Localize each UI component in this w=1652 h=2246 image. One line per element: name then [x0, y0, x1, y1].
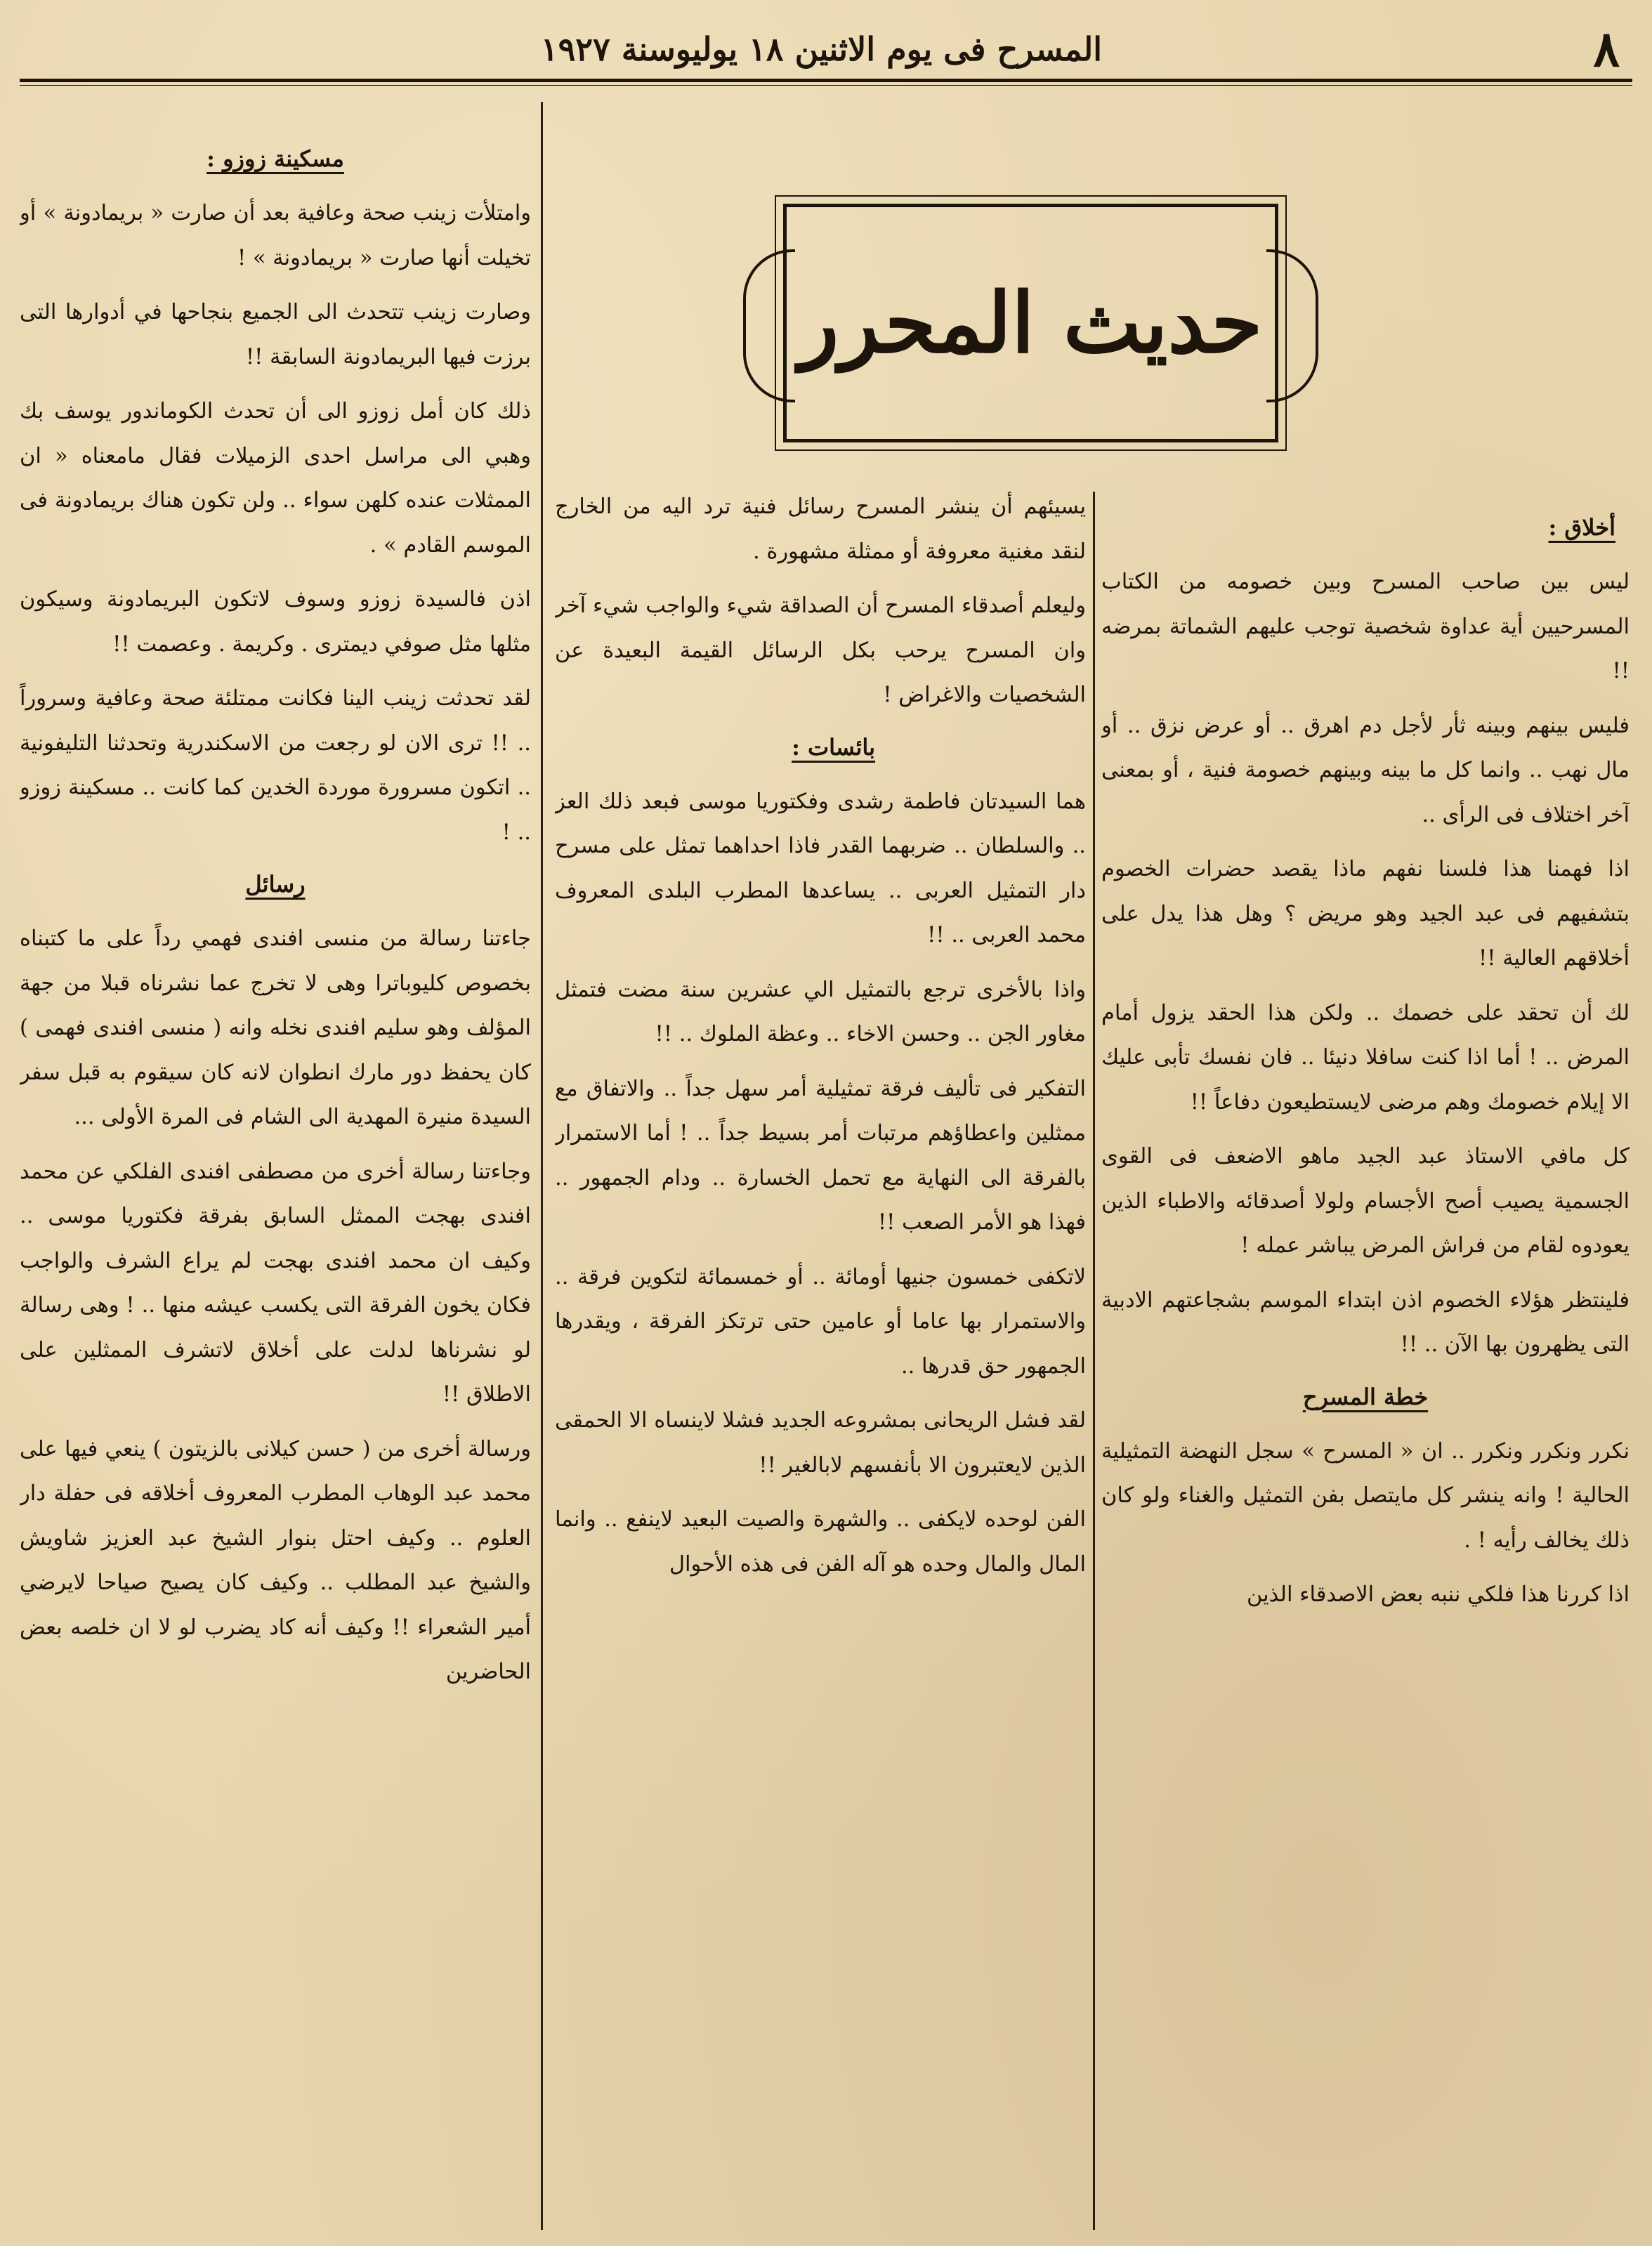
paragraph: ذلك كان أمل زوزو الى أن تحدث الكوماندور يوسف بك وهبي الى مراسل احدى الزميلات فقال مامعناه « ان الممثلات عنده كلهن سواء .. ولن تكون هناك بريمادونة فى الموسم القادم » . — [20, 399, 531, 558]
paragraph: الفن لوحده لايكفى .. والشهرة والصيت البعيد لاينفع .. وانما المال والمال وحده هو آله الفن فى هذه الأحوال — [555, 1507, 1086, 1577]
paragraph: فليس بينهم وبينه ثأر لأجل دم اهرق .. أو عرض نزق .. أو مال نهب .. وانما كل ما بينه وبينهم خصومة فنية ، أو بمعنى آخر اختلاف فى الرأى .. — [1101, 713, 1630, 827]
paragraph: يسيئهم أن ينشر المسرح رسائل فنية ترد اليه من الخارج لنقد مغنية معروفة أو ممثلة مشهورة . — [555, 494, 1086, 564]
paragraph: ورسالة أخرى من ( حسن كيلانى بالزيتون ) ينعي فيها على محمد عبد الوهاب المطرب المعروف أخلاقه فى حفلة دار العلوم .. وكيف احتل بنوار الشيخ عبد العزيز شاويش والشيخ عبد المطلب .. وكيف كان يصيح صياحا لايرضي أمير الشعراء !! وكيف أنه كاد يضرب لو لا ان خلصه بعض الحاضرين — [20, 1436, 531, 1684]
header-title: المسرح فى يوم الاثنين ١٨ يوليوسنة ١٩٢٧ — [540, 30, 1102, 68]
paragraph: جاءتنا رسالة من منسى افندى فهمي رداً على ما كتبناه بخصوص كليوباترا وهى لا تخرج عما نشرناه قبلا من جهة المؤلف وهو سليم افندى نخله وانه ( منسى افندى فهمى ) كان يحفظ دور مارك انطوان لانه كان سيقوم به قبل سفر السيدة منيرة المهدية الى الشام فى المرة الأولى ... — [20, 926, 531, 1129]
paragraph: وليعلم أصدقاء المسرح أن الصداقة شيء والواجب شيء آخر وان المسرح يرحب بكل الرسائل القيمة البعيدة عن الشخصيات والاغراض ! — [555, 593, 1086, 707]
editor-title: حديث المحرر — [799, 274, 1263, 372]
paragraph: واذا بالأخرى ترجع بالتمثيل الي عشرين سنة مضت فتمثل مغاور الجن .. وحسن الاخاء .. وعظة الملوك .. !! — [555, 977, 1086, 1046]
header-rule — [20, 79, 1632, 86]
paragraph: لاتكفى خمسون جنيها أومائة .. أو خمسمائة لتكوين فرقة .. والاستمرار بها عاما أو عامين حتى ترتكز الفرقة ، ويقدرها الجمهور حق قدرها .. — [555, 1264, 1086, 1379]
paragraph: وصارت زينب تتحدث الى الجميع بنجاحها في أدوارها التى برزت فيها البريمادونة السابقة !! — [20, 300, 531, 369]
section-heading-baesat: بائسات : — [792, 733, 875, 761]
right-column — [1101, 502, 1630, 2237]
middle-column — [555, 485, 1086, 2237]
editor-title-frame — [783, 204, 1278, 442]
paragraph: لك أن تحقد على خصمك .. ولكن هذا الحقد يزول أمام المرض .. ! أما اذا كنت سافلا دنيئا .. فان نفسك تأبى عليك الا إيلام خصومك وهم مرضى لايستطيعون دفاعاً !! — [1101, 1000, 1630, 1115]
section-heading-letters: رسائل — [245, 871, 306, 898]
column-divider-left — [541, 102, 543, 2230]
section-heading-akhlaq: أخلاق : — [1548, 514, 1615, 541]
paragraph: هما السيدتان فاطمة رشدى وفكتوريا موسى فبعد ذلك العز .. والسلطان .. ضربهما القدر فاذا احداهما تمثل على مسرح دار التمثيل العربى .. يساعدها المطرب البلدى المعروف محمد العربى .. !! — [555, 789, 1086, 947]
paragraph: كل مافي الاستاذ عبد الجيد ماهو الاضعف فى القوى الجسمية يصيب أصح الأجسام ولولا أصدقائه والاطباء الذين يعودوه لقام من فراش المرض يباشر عمله ! — [1101, 1144, 1630, 1258]
paragraph: اذن فالسيدة زوزو وسوف لاتكون البريمادونة وسيكون مثلها مثل صوفي ديمترى . وكريمة . وعصمت !! — [20, 587, 531, 657]
page-header — [20, 21, 1632, 77]
paragraph: ليس بين صاحب المسرح وبين خصومه من الكتاب المسرحيين أية عداوة شخصية توجب عليهم الشماتة بمرضه !! — [1101, 570, 1630, 683]
paragraph: لقد تحدثت زينب الينا فكانت ممتلئة صحة وعافية وسروراً .. !! ترى الان لو رجعت من الاسكندرية وتحدثنا التليفونية .. اتكون مسرورة موردة الخدين كما كانت .. مسكينة زوزو .. ! — [20, 686, 531, 845]
paragraph: لقد فشل الريحانى بمشروعه الجديد فشلا لاينساه الا الحمقى الذين لايعتبرون الا بأنفسهم لابالغير !! — [555, 1408, 1086, 1478]
paragraph: وجاءتنا رسالة أخرى من مصطفى افندى الفلكي عن محمد افندى بهجت الممثل السابق بفرقة فكتوريا موسى .. وكيف ان محمد افندى بهجت لم يراع الشرف والواجب فكان يخون الفرقة التى يكسب عيشه منها .. ! وهى رسالة لو نشرناها لدلت على أخلاق لاتشرف الممثلين على الاطلاق !! — [20, 1159, 531, 1407]
paragraph: وامتلأت زينب صحة وعافية بعد أن صارت « بريمادونة » أو تخيلت أنها صارت « بريمادونة » ! — [20, 201, 531, 270]
paragraph: اذا فهمنا هذا فلسنا نفهم ماذا يقصد حضرات الخصوم بتشفيهم فى عبد الجيد وهو مريض ؟ وهل هذا يدل على أخلاقهم العالية !! — [1101, 857, 1630, 971]
paragraph: نكرر ونكرر ونكرر .. ان « المسرح » سجل النهضة التمثيلية الحالية ! وانه ينشر كل مايتصل بفن التمثيل والغناء ولو كان ذلك يخالف رأيه ! . — [1101, 1438, 1630, 1553]
column-divider-right — [1093, 492, 1095, 2230]
paragraph: التفكير فى تأليف فرقة تمثيلية أمر سهل جداً .. والاتفاق مع ممثلين واعطاؤهم مرتبات أمر بسيط جداً .. ! أما الاستمرار بالفرقة الى النهاية مع تحمل الخسارة .. ودام الجمهور .. فهذا هو الأمر الصعب !! — [555, 1076, 1086, 1235]
section-heading-zouzou: مسكينة زوزو : — [206, 145, 344, 172]
paragraph: فلينتظر هؤلاء الخصوم اذن ابتداء الموسم بشجاعتهم الادبية التى يظهرون بها الآن .. !! — [1101, 1287, 1630, 1357]
left-column — [20, 133, 531, 2237]
paragraph: اذا كررنا هذا فلكي ننبه بعض الاصدقاء الذين — [1246, 1582, 1630, 1607]
page-number: ٨ — [1593, 20, 1620, 78]
section-heading-theatre-plan: خطة المسرح — [1302, 1383, 1429, 1410]
